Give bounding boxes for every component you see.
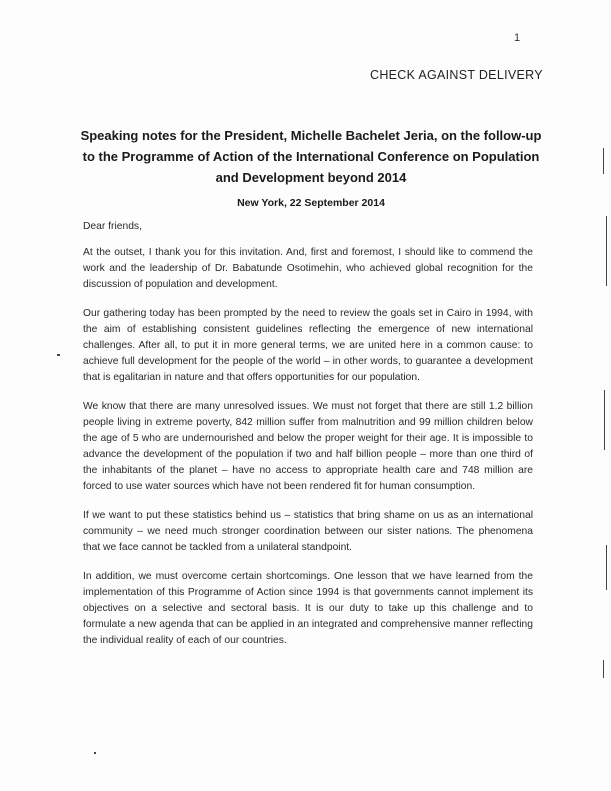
check-against-delivery-note: CHECK AGAINST DELIVERY xyxy=(370,68,543,82)
paragraph-1: At the outset, I thank you for this invitation. And, first and foremost, I should like to commend the work and the leadership of Dr. Babatunde Osotimehin, who achieved global recognition for the discussion of population and development. xyxy=(83,247,533,290)
scan-artifact-mark xyxy=(604,390,605,450)
salutation: Dear friends, xyxy=(83,221,142,232)
document-title: Speaking notes for the President, Michelle Bachelet Jeria, on the follow-up to the Programme of Action of the International Conference on Population and Development beyond 2014 xyxy=(80,128,542,185)
scan-artifact-mark xyxy=(603,148,604,174)
document-body xyxy=(83,219,533,662)
page-number: 1 xyxy=(514,32,521,44)
scan-artifact-mark xyxy=(606,545,607,590)
paragraph-5: In addition, we must overcome certain shortcomings. One lesson that we have learned from the implementation of this Programme of Action since 1994 is that governments cannot implement its objectives on a selective and sectoral basis. It is our duty to take up this challenge and to formulate a new agenda that can be applied in an integrated and comprehensive manner reflecting the individual reality of each of our countries. xyxy=(83,571,533,646)
scan-artifact-mark xyxy=(57,354,60,356)
paragraph-4: If we want to put these statistics behind us – statistics that bring shame on us as an international community – we need much stronger coordination between our sister nations. The phenomena that we face cannot be tackled from a unilateral standpoint. xyxy=(83,510,533,553)
dateline: New York, 22 September 2014 xyxy=(237,197,385,209)
scan-artifact-mark xyxy=(94,752,96,754)
paragraph-3: We know that there are many unresolved issues. We must not forget that there are still 1.2 billion people living in extreme poverty, 842 million suffer from malnutrition and 99 million children below the age of 5 who are undernourished and below the proper weight for their age. It is impossible to advance the development of the population if two and half billion people – more than one third of the inhabitants of the planet – have no access to appropriate health care and 748 million are forced to use water sources which have not been rendered fit for human consumption. xyxy=(83,401,533,492)
scan-artifact-mark xyxy=(603,660,604,678)
scan-artifact-mark xyxy=(606,216,607,286)
paragraph-2: Our gathering today has been prompted by the need to review the goals set in Cairo in 1994, with the aim of establishing consistent guidelines reflecting the emergence of new international challenges. After all, to put it in more general terms, we are united here in a common cause: to achieve full development for the people of the world – in other words, to guarantee a development that is egalitarian in nature and that offers opportunities for our population. xyxy=(83,308,533,383)
